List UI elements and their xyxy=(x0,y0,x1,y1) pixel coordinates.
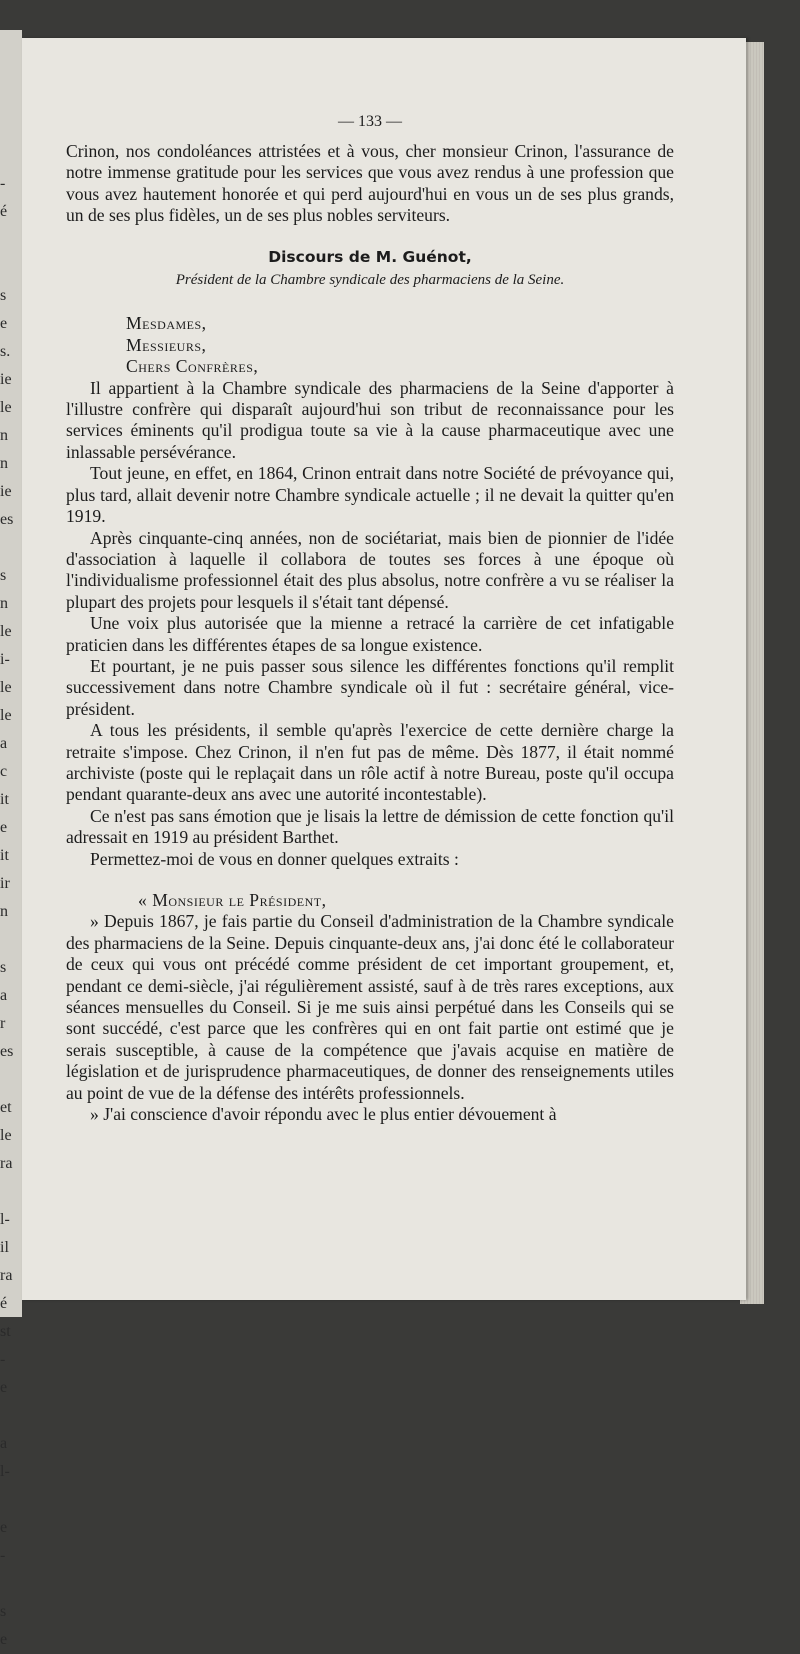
page-content xyxy=(66,111,674,1125)
speech-paragraph: Après cinquante-cinq années, non de sociétariat, mais bien de pionnier de l'idée d'association à laquelle il collabora de toutes ses forces à une époque où l'individualisme professionnel était des plus absolus, notre confrère a vu se réaliser la plupart des projets pour lesquels il s'était tant dépensé. xyxy=(66,527,674,612)
opening-paragraph: Crinon, nos condoléances attristées et à vous, cher monsieur Crinon, l'assurance de notre immense gratitude pour les services que vous avez rendus à une profession que vous avez hautement honorée et qui perd aujourd'hui en vous un de ses plus grands, un de ses plus fidèles, un de ses plus nobles serviteurs. xyxy=(66,141,674,226)
salutation-line: Messieurs, xyxy=(126,334,207,355)
salutation-line: Mesdames, xyxy=(126,313,207,334)
speech-paragraph: Il appartient à la Chambre syndicale des pharmaciens de la Seine d'apporter à l'illustre confrère qui disparaît aujourd'hui son tribut de reconnaissance pour les services éminents qu'il prodigua toute sa vie à la cause pharmaceutique avec une inlassable persévérance. xyxy=(66,377,674,462)
book-page xyxy=(22,38,746,1300)
speech-paragraph: Permettez-moi de vous en donner quelques extraits : xyxy=(90,848,459,869)
left-page-edge-text: - é s e s. ie le n n ie es s n le i- le le a c it e it ir n s a r es et le ra l- il ra é st - e a l- e - s e xyxy=(0,175,14,1648)
page-number: — 133 — xyxy=(338,113,402,130)
speech-paragraph: Ce n'est pas sans émotion que je lisais la lettre de démission de cette fonction qu'il adressait en 1919 au président Barthet. xyxy=(66,805,674,848)
salutation-line: Chers Confrères, xyxy=(126,356,259,377)
speech-title: Discours de M. Guénot, xyxy=(268,247,472,266)
speech-paragraph: Et pourtant, je ne puis passer sous silence les différentes fonctions qu'il remplit successivement dans notre Chambre syndicale où il fut : secrétaire général, vice-président. xyxy=(66,655,674,719)
letter-paragraph: » Depuis 1867, je fais partie du Conseil d'administration de la Chambre syndicale des pharmaciens de la Seine. Depuis cinquante-deux ans, j'ai donc été le collaborateur de ceux qui vous ont précédé comme président de cet important groupement, et, pendant ce demi-siècle, j'ai régulièrement assisté, sauf à de très rares exceptions, aux séances mensuelles du Conseil. Si je me suis ainsi perpétué dans les Conseils qui se sont succédé, c'est parce que les confrères qui en ont fait partie ont estimé que je serais susceptible, à cause de la compétence que j'avais acquise en matière de législation et de jurisprudence pharmaceutiques, de donner des renseignements utiles au point de vue de la défense des intérêts professionnels. xyxy=(66,911,674,1103)
speech-paragraph: Une voix plus autorisée que la mienne a retracé la carrière de cet infatigable praticien dans les différentes étapes de sa longue existence. xyxy=(66,613,674,655)
adjacent-left-page xyxy=(0,30,22,1648)
speech-subtitle: Président de la Chambre syndicale des pharmaciens de la Seine. xyxy=(175,272,565,289)
letter-salutation: « Monsieur le Président, xyxy=(138,890,327,910)
speech-paragraph: Tout jeune, en effet, en 1864, Crinon entrait dans notre Société de prévoyance qui, plus tard, allait devenir notre Chambre syndicale actuelle ; il ne devait la quitter qu'en 1919. xyxy=(66,463,674,527)
salutations xyxy=(66,313,674,377)
letter-paragraph: » J'ai conscience d'avoir répondu avec le plus entier dévouement à xyxy=(90,1104,557,1125)
speech-paragraph: A tous les présidents, il semble qu'après l'exercice de cette dernière charge la retraite s'impose. Chez Crinon, il n'en fut pas de même. Dès 1877, il était nommé archiviste (poste qui le replaçait dans un rôle actif à notre Bureau, poste qu'il occupa pendant quarante-deux ans avec une autorité incontestable). xyxy=(66,720,674,805)
